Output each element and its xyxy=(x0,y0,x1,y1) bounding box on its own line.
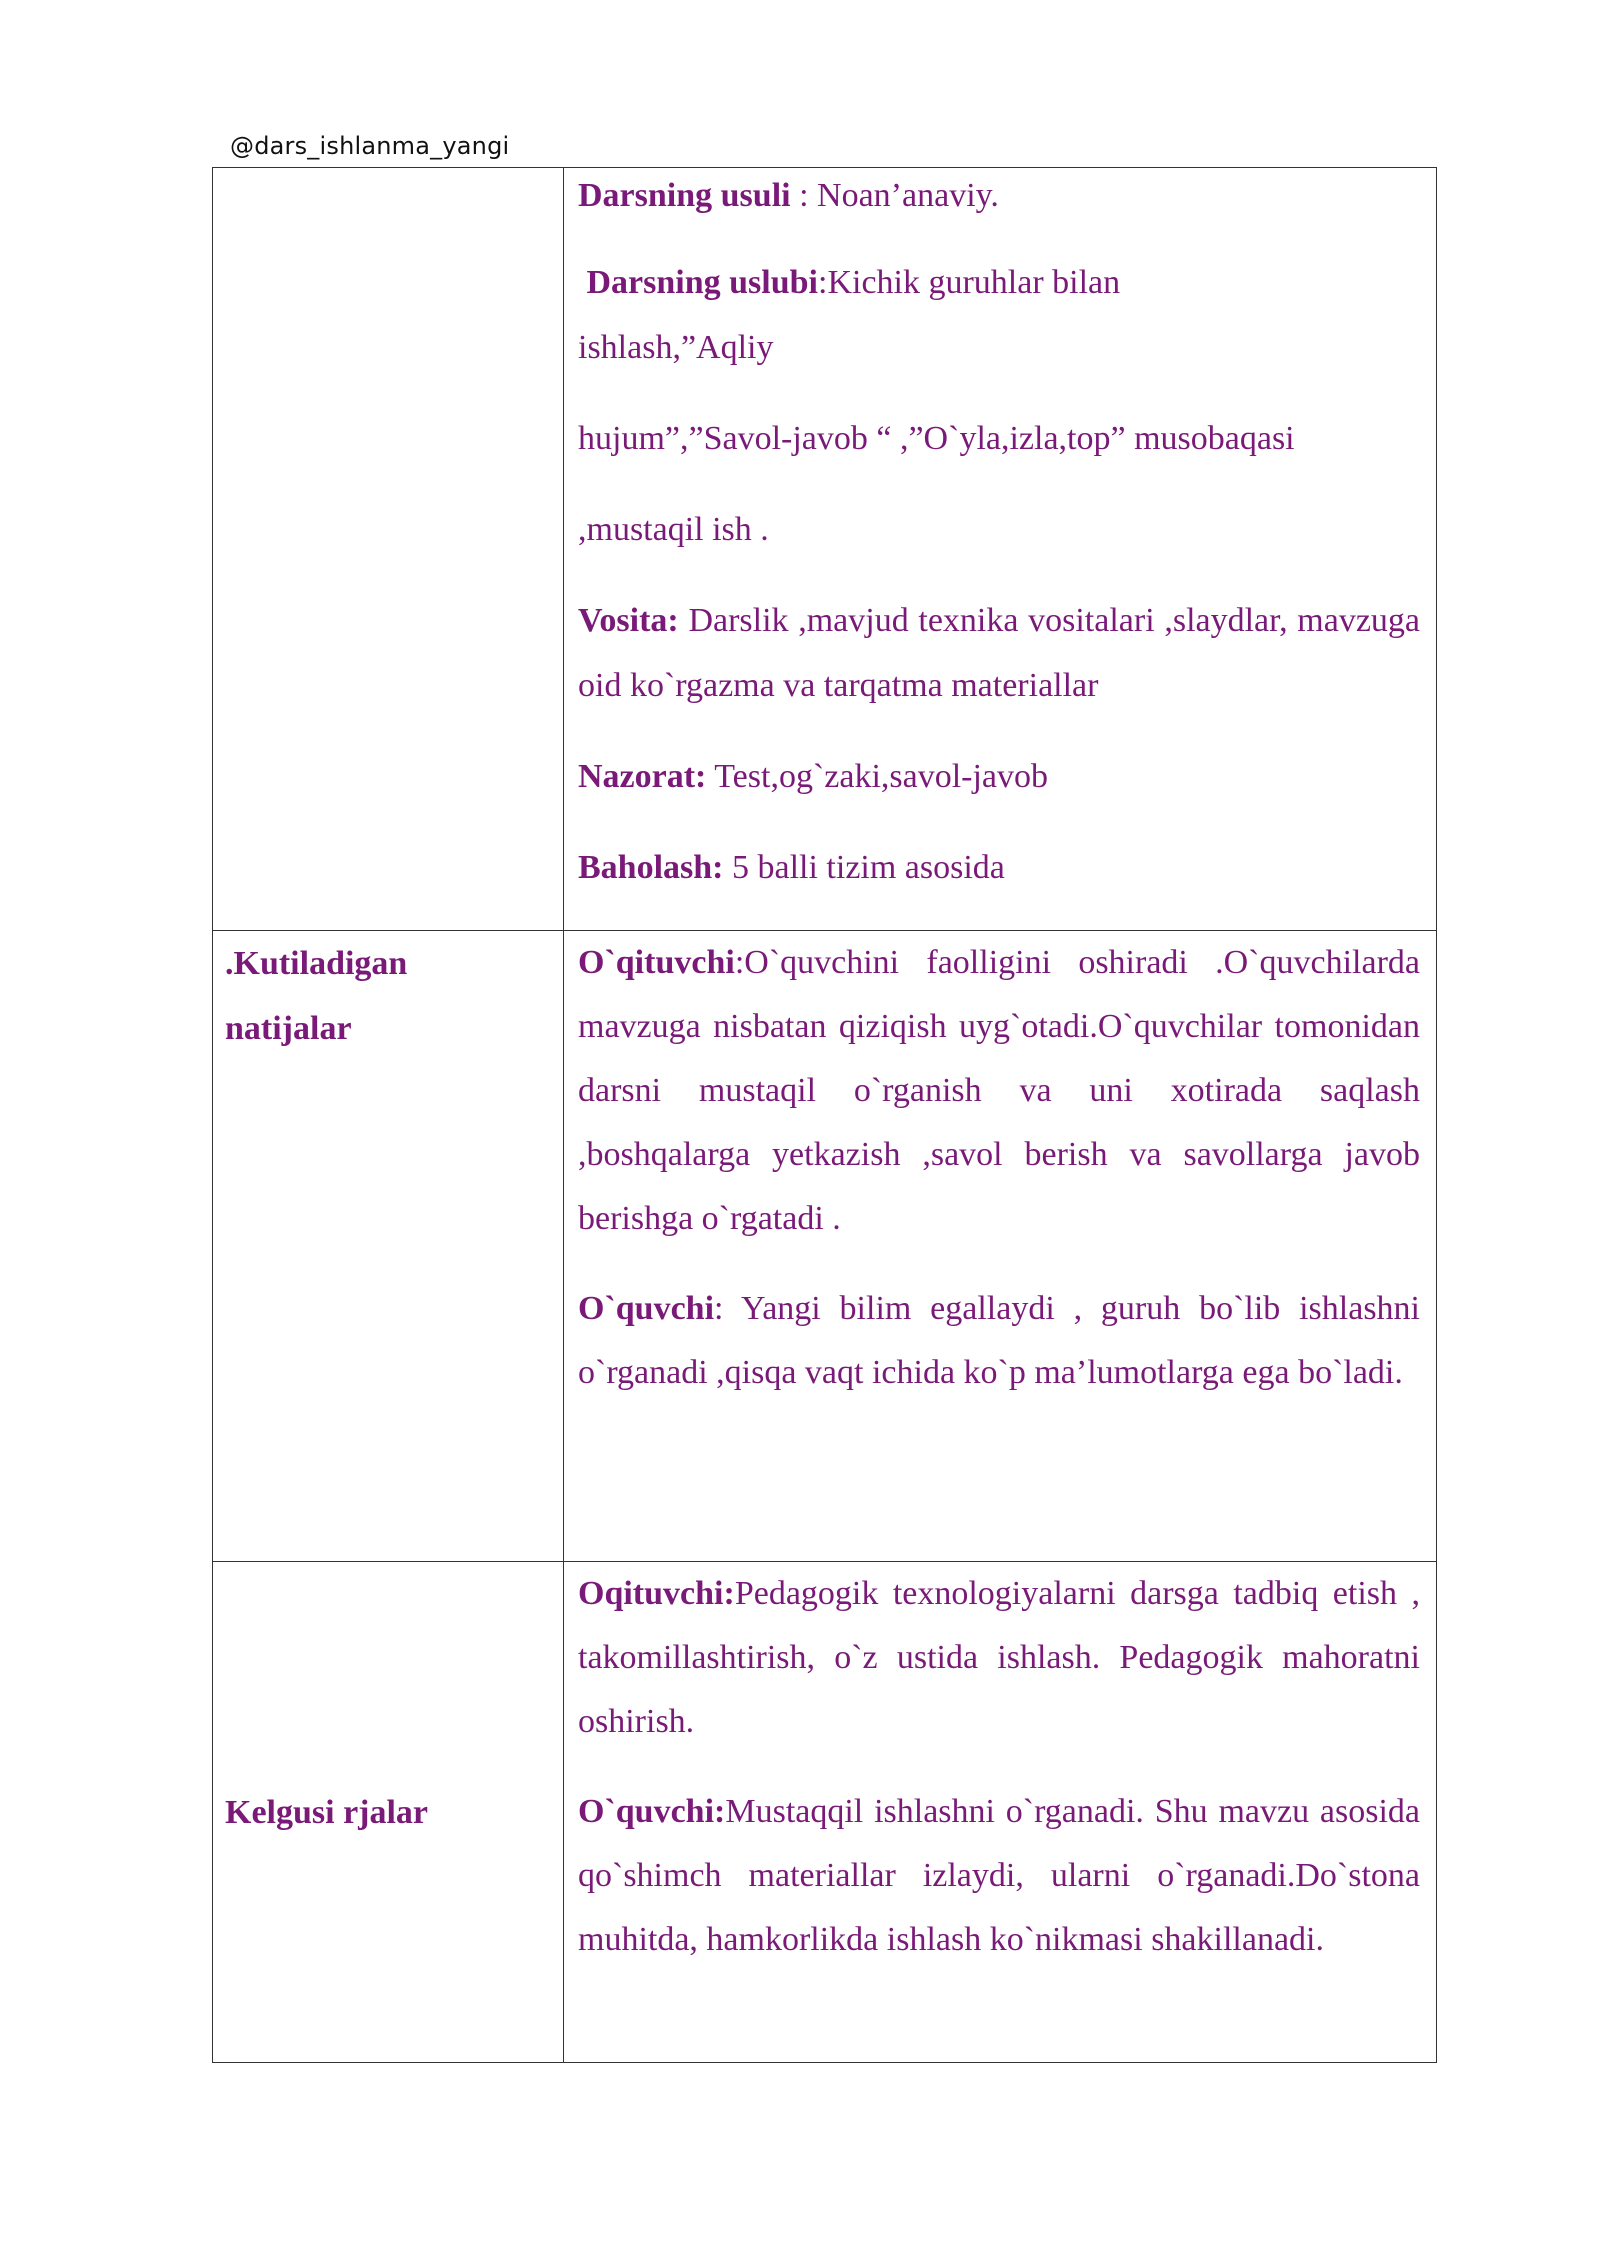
method-label: Darsning usuli xyxy=(578,177,791,214)
teacher-value: :O`quvchini faolligini oshiradi .O`quvchilarda mavzuga nisbatan qiziqish uyg`otadi.O`quvchilar tomonidan darsni mustaqil o`rganish va uni xotirada saqlash ,boshqalarga yetkazish ,savol berish va savollarga javob berishga o`rgatadi . xyxy=(578,944,1420,1237)
left-cell-empty xyxy=(213,168,564,931)
table-row xyxy=(213,931,1437,1562)
teacher-results-paragraph xyxy=(578,931,1420,1251)
control-label: Nazorat: xyxy=(578,758,707,795)
table-row xyxy=(213,1562,1437,2063)
expected-results-cell xyxy=(213,931,564,1562)
control-value: Test,og`zaki,savol-javob xyxy=(706,758,1049,795)
style-line-4: ,mustaqil ish . xyxy=(578,511,769,548)
watermark-text: @dars_ishlanma_yangi xyxy=(230,132,510,160)
table-row xyxy=(213,168,1437,931)
tools-label: Vosita: xyxy=(578,602,679,639)
style-line xyxy=(578,250,1420,315)
student-plans-paragraph xyxy=(578,1780,1420,1972)
control-line xyxy=(578,744,1420,809)
lesson-plan-table xyxy=(212,167,1437,2063)
expected-results-title-line-2: natijalar xyxy=(225,1010,352,1047)
method-cell xyxy=(564,168,1437,931)
grading-value: 5 balli tizim asosida xyxy=(723,849,1005,886)
grading-label: Baholash: xyxy=(578,849,724,886)
method-line xyxy=(578,168,1420,224)
teacher-plans-paragraph xyxy=(578,1562,1420,1754)
student-value: : Yangi bilim egallaydi , guruh bo`lib ishlashni o`rganadi ,qisqa vaqt ichida ko`p ma’lumotlarga ega bo`ladi. xyxy=(578,1290,1420,1391)
student-results-paragraph xyxy=(578,1277,1420,1405)
student-label: O`quvchi xyxy=(578,1290,715,1327)
expected-results-content xyxy=(564,931,1437,1562)
style-label: Darsning uslubi xyxy=(586,264,818,301)
student-plans-label: O`quvchi: xyxy=(578,1793,726,1830)
style-line-2: ishlash,”Aqliy xyxy=(578,329,774,366)
teacher-plans-value: Pedagogik texnologiyalarni darsga tadbiq etish , takomillashtirish, o`z ustida ishlash. Pedagogik mahoratni oshirish. xyxy=(578,1575,1420,1740)
future-plans-content xyxy=(564,1562,1437,2063)
tools-value: Darslik ,mavjud texnika vositalari ,slaydlar, mavzuga oid ko`rgazma va tarqatma materiallar xyxy=(578,602,1420,704)
expected-results-title xyxy=(213,931,563,1061)
tools-paragraph xyxy=(578,588,1420,718)
future-plans-title: Kelgusi rjalar xyxy=(225,1793,429,1831)
style-line-3: hujum”,”Savol-javob “ ,”O`yla,izla,top” musobaqasi xyxy=(578,420,1295,457)
style-value: :Kichik guruhlar bilan xyxy=(818,264,1121,301)
future-plans-cell xyxy=(213,1562,564,2063)
grading-line xyxy=(578,835,1420,900)
expected-results-title-line-1: .Kutiladigan xyxy=(225,945,408,982)
teacher-plans-label: Oqituvchi: xyxy=(578,1575,735,1612)
method-value: : Noan’anaviy. xyxy=(790,177,999,214)
student-plans-value: Mustaqqil ishlashni o`rganadi. Shu mavzu asosida qo`shimch materiallar izlaydi, ularni o`rganadi.Do`stona muhitda, hamkorlikda ishlash ko`nikmasi shakillanadi. xyxy=(578,1793,1420,1958)
teacher-label: O`qituvchi xyxy=(578,944,735,981)
